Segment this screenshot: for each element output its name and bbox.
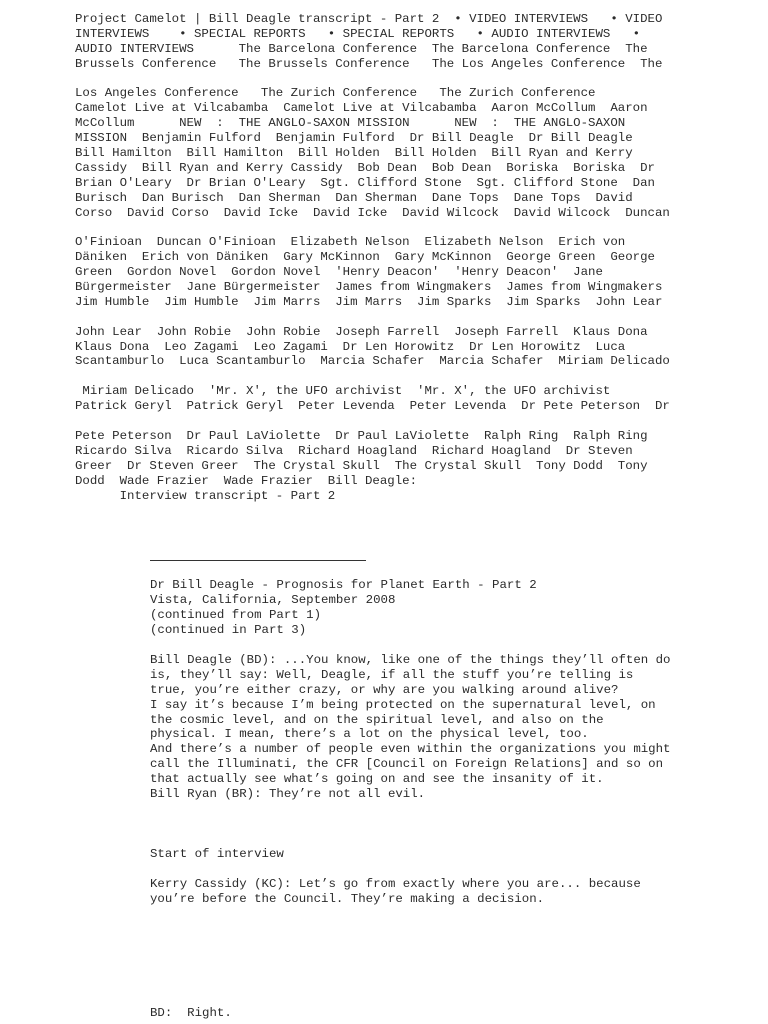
nav-line xyxy=(75,220,755,235)
start-of-interview-label xyxy=(150,847,750,862)
header-line: (continued in Part 3) xyxy=(150,622,307,637)
nav-line: John Lear John Robie John Robie Joseph Farrell Joseph Farrell Klaus Dona xyxy=(75,324,648,339)
transcript-line: Bill Deagle (BD): ...You know, like one of the things they’ll often do xyxy=(150,653,671,667)
kerry-cassidy-question xyxy=(150,877,750,907)
site-navigation-text xyxy=(75,12,755,503)
nav-line: Dodd Wade Frazier Wade Frazier Bill Deagle: xyxy=(75,473,418,488)
nav-line xyxy=(75,369,755,384)
nav-line: Jim Humble Jim Humble Jim Marrs Jim Marrs Jim Sparks Jim Sparks John Lear xyxy=(75,294,663,309)
transcript-line: that actually see what’s going on and see the insanity of it. xyxy=(150,772,604,787)
nav-line xyxy=(75,310,755,325)
nav-line: Interview transcript - Part 2 xyxy=(75,488,336,503)
nav-line: MISSION Benjamin Fulford Benjamin Fulford Dr Bill Deagle Dr Bill Deagle xyxy=(75,131,633,146)
header-line: Dr Bill Deagle - Prognosis for Planet Earth - Part 2 xyxy=(150,578,537,592)
nav-line: Camelot Live at Vilcabamba Camelot Live at Vilcabamba Aaron McCollum Aaron xyxy=(75,101,648,116)
transcript-line: And there’s a number of people even within the organizations you might xyxy=(150,742,671,757)
nav-line: Burisch Dan Burisch Dan Sherman Dan Sherman Dane Tops Dane Tops David xyxy=(75,190,633,205)
nav-line: Project Camelot | Bill Deagle transcript - Part 2 • VIDEO INTERVIEWS • VIDEO xyxy=(75,12,663,26)
transcript-line: the cosmic level, and on the spiritual level, and also on the xyxy=(150,712,604,727)
nav-line xyxy=(75,414,755,429)
bill-deagle-statement xyxy=(150,653,750,802)
start-label: Start of interview xyxy=(150,847,284,861)
nav-line: O'Finioan Duncan O'Finioan Elizabeth Nelson Elizabeth Nelson Erich von xyxy=(75,235,626,250)
nav-line: INTERVIEWS • SPECIAL REPORTS • SPECIAL REPORTS • AUDIO INTERVIEWS • xyxy=(75,26,641,41)
transcript-header xyxy=(150,578,750,638)
nav-line: AUDIO INTERVIEWS The Barcelona Conference The Barcelona Conference The xyxy=(75,41,648,56)
nav-line: Patrick Geryl Patrick Geryl Peter Levenda Peter Levenda Dr Pete Peterson Dr xyxy=(75,399,670,414)
transcript-line: call the Illuminati, the CFR [Council on Foreign Relations] and so on xyxy=(150,757,664,772)
nav-line: Bürgermeister Jane Bürgermeister James from Wingmakers James from Wingmakers xyxy=(75,280,663,295)
nav-line: Miriam Delicado 'Mr. X', the UFO archivist 'Mr. X', the UFO archivist xyxy=(75,384,611,399)
transcript-line: is, they’ll say: Well, Deagle, if all the stuff you’re telling is xyxy=(150,667,634,682)
transcript-line: physical. I mean, there’s a lot on the physical level, too. xyxy=(150,727,589,742)
nav-line: Greer Dr Steven Greer The Crystal Skull The Crystal Skull Tony Dodd Tony xyxy=(75,458,648,473)
section-divider xyxy=(150,560,366,561)
transcript-line: Bill Ryan (BR): They’re not all evil. xyxy=(150,787,426,802)
nav-line: Corso David Corso David Icke David Icke David Wilcock David Wilcock Duncan xyxy=(75,205,670,220)
transcript-line: Kerry Cassidy (KC): Let’s go from exactly where you are... because xyxy=(150,877,641,891)
transcript-line: you’re before the Council. They’re making a decision. xyxy=(150,891,545,906)
nav-line: Los Angeles Conference The Zurich Conference The Zurich Conference xyxy=(75,86,596,101)
bd-reply xyxy=(150,1006,750,1021)
bd-right-line: BD: Right. xyxy=(150,1006,232,1020)
header-line: Vista, California, September 2008 xyxy=(150,592,396,607)
nav-line: Pete Peterson Dr Paul LaViolette Dr Paul LaViolette Ralph Ring Ralph Ring xyxy=(75,428,648,443)
transcript-line: true, you’re either crazy, or why are you walking around alive? xyxy=(150,682,619,697)
transcript-line: I say it’s because I’m being protected on the supernatural level, on xyxy=(150,697,656,712)
nav-line: Bill Hamilton Bill Hamilton Bill Holden Bill Holden Bill Ryan and Kerry xyxy=(75,146,633,161)
nav-line: Cassidy Bill Ryan and Kerry Cassidy Bob Dean Bob Dean Boriska Boriska Dr xyxy=(75,160,655,175)
nav-line: Brussels Conference The Brussels Conference The Los Angeles Conference The xyxy=(75,56,663,71)
nav-line xyxy=(75,72,755,87)
nav-line: Green Gordon Novel Gordon Novel 'Henry Deacon' 'Henry Deacon' Jane xyxy=(75,265,603,280)
header-line: (continued from Part 1) xyxy=(150,607,322,622)
nav-line: Däniken Erich von Däniken Gary McKinnon Gary McKinnon George Green George xyxy=(75,250,655,265)
nav-line: Ricardo Silva Ricardo Silva Richard Hoagland Richard Hoagland Dr Steven xyxy=(75,443,633,458)
nav-line: McCollum NEW : THE ANGLO-SAXON MISSION NEW : THE ANGLO-SAXON xyxy=(75,116,626,131)
nav-line: Scantamburlo Luca Scantamburlo Marcia Schafer Marcia Schafer Miriam Delicado xyxy=(75,354,670,369)
nav-line: Brian O'Leary Dr Brian O'Leary Sgt. Clifford Stone Sgt. Clifford Stone Dan xyxy=(75,175,655,190)
nav-line: Klaus Dona Leo Zagami Leo Zagami Dr Len Horowitz Dr Len Horowitz Luca xyxy=(75,339,626,354)
